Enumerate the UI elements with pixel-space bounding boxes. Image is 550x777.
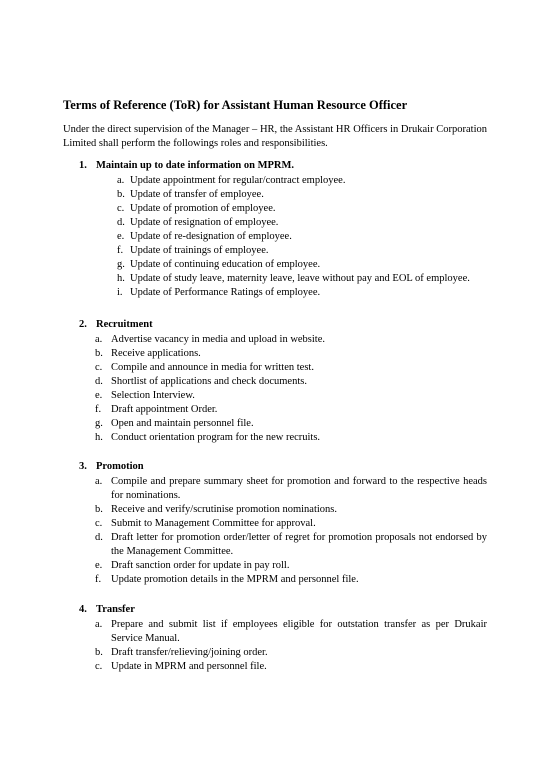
list-item-text: Draft appointment Order. (111, 404, 218, 415)
list-item-text: Selection Interview. (111, 390, 195, 401)
section-number: 1. (79, 160, 87, 171)
section-heading-text: Promotion (96, 461, 144, 472)
list-item (95, 333, 487, 347)
list-item-marker: e. (95, 390, 103, 401)
list-item-text: Conduct orientation program for the new recruits. (111, 432, 321, 443)
list-item (95, 531, 487, 559)
list-item (95, 646, 487, 660)
list-item (95, 389, 487, 403)
list-item-text: Update of re-designation of employee. (130, 231, 292, 242)
section-heading-text: Transfer (96, 604, 135, 615)
section-heading (79, 460, 144, 474)
list-item-text: Compile and announce in media for written test. (111, 362, 314, 373)
list-item-text: Update of resignation of employee. (130, 217, 279, 228)
section-heading (79, 318, 153, 332)
list-item (117, 272, 487, 286)
section-heading-text: Maintain up to date information on MPRM. (96, 160, 295, 171)
list-item-text: Open and maintain personnel file. (111, 418, 254, 429)
list-item (95, 660, 487, 674)
section-heading (79, 159, 294, 173)
list-item-marker: e. (95, 560, 103, 571)
list-item-marker: d. (95, 376, 103, 387)
list-item-text: Receive and verify/scrutinise promotion nominations. (111, 504, 337, 515)
list-item-marker: h. (95, 432, 103, 443)
list-item-text: Shortlist of applications and check documents. (111, 376, 307, 387)
list-item (95, 361, 487, 375)
document-title: Terms of Reference (ToR) for Assistant Human Resource Officer (63, 98, 408, 112)
section-heading-text: Recruitment (96, 319, 153, 330)
list-item (95, 475, 487, 503)
list-item (95, 417, 487, 431)
list-item-marker: d. (117, 217, 125, 228)
section-list (95, 618, 487, 674)
section-list (95, 333, 487, 445)
list-item-text: Submit to Management Committee for approval. (111, 518, 316, 529)
list-item-text: Update of study leave, maternity leave, leave without pay and EOL of employee. (130, 273, 470, 284)
list-item-marker: g. (117, 259, 125, 270)
list-item-marker: c. (95, 661, 103, 672)
list-item-text: Draft letter for promotion order/letter of regret for promotion proposals not endorsed by the Management Committee. (111, 532, 487, 557)
list-item-text: Update promotion details in the MPRM and personnel file. (111, 574, 359, 585)
list-item-marker: b. (117, 189, 125, 200)
list-item-marker: b. (95, 504, 103, 515)
list-item-text: Update of trainings of employee. (130, 245, 269, 256)
list-item (95, 503, 487, 517)
list-item (117, 202, 487, 216)
list-item-marker: b. (95, 348, 103, 359)
list-item-marker: c. (95, 362, 103, 373)
list-item-text: Draft transfer/relieving/joining order. (111, 647, 268, 658)
list-item-marker: f. (95, 404, 102, 415)
list-item-marker: f. (117, 245, 124, 256)
list-item (95, 347, 487, 361)
list-item-marker: g. (95, 418, 103, 429)
list-item-text: Update of promotion of employee. (130, 203, 276, 214)
section-heading (79, 603, 135, 617)
list-item-text: Draft sanction order for update in pay roll. (111, 560, 290, 571)
list-item-marker: c. (95, 518, 103, 529)
section-number: 3. (79, 461, 87, 472)
list-item-text: Prepare and submit list if employees eligible for outstation transfer as per Drukair Service Manual. (111, 619, 487, 644)
list-item-marker: e. (117, 231, 125, 242)
list-item (117, 230, 487, 244)
list-item-marker: c. (117, 203, 125, 214)
list-item (117, 174, 487, 188)
list-item (117, 258, 487, 272)
list-item (95, 375, 487, 389)
section-number: 4. (79, 604, 87, 615)
list-item (95, 403, 487, 417)
list-item-marker: b. (95, 647, 103, 658)
list-item-marker: f. (95, 574, 102, 585)
list-item-text: Compile and prepare summary sheet for promotion and forward to the respective heads for nominations. (111, 476, 487, 501)
list-item (117, 286, 487, 300)
list-item-text: Update of Performance Ratings of employee. (130, 287, 321, 298)
list-item (117, 244, 487, 258)
list-item-text: Update of transfer of employee. (130, 189, 264, 200)
list-item-marker: a. (117, 175, 125, 186)
list-item-text: Update in MPRM and personnel file. (111, 661, 267, 672)
list-item-text: Advertise vacancy in media and upload in website. (111, 334, 326, 345)
section-list (95, 475, 487, 587)
list-item (117, 216, 487, 230)
list-item (95, 517, 487, 531)
section-list (117, 174, 487, 300)
list-item (95, 573, 487, 587)
list-item-marker: d. (95, 532, 103, 543)
section-number: 2. (79, 319, 87, 330)
list-item-marker: a. (95, 476, 103, 487)
list-item-marker: a. (95, 619, 103, 630)
list-item-text: Update appointment for regular/contract employee. (130, 175, 346, 186)
list-item (95, 559, 487, 573)
list-item-marker: i. (117, 287, 123, 298)
list-item-marker: a. (95, 334, 103, 345)
list-item (95, 431, 487, 445)
intro-paragraph: Under the direct supervision of the Manager – HR, the Assistant HR Officers in Drukair Corporation Limited shall perform the followings roles and responsibilities. (63, 124, 487, 149)
list-item (117, 188, 487, 202)
list-item (95, 618, 487, 646)
list-item-text: Update of continuing education of employee. (130, 259, 321, 270)
list-item-marker: h. (117, 273, 125, 284)
list-item-text: Receive applications. (111, 348, 201, 359)
